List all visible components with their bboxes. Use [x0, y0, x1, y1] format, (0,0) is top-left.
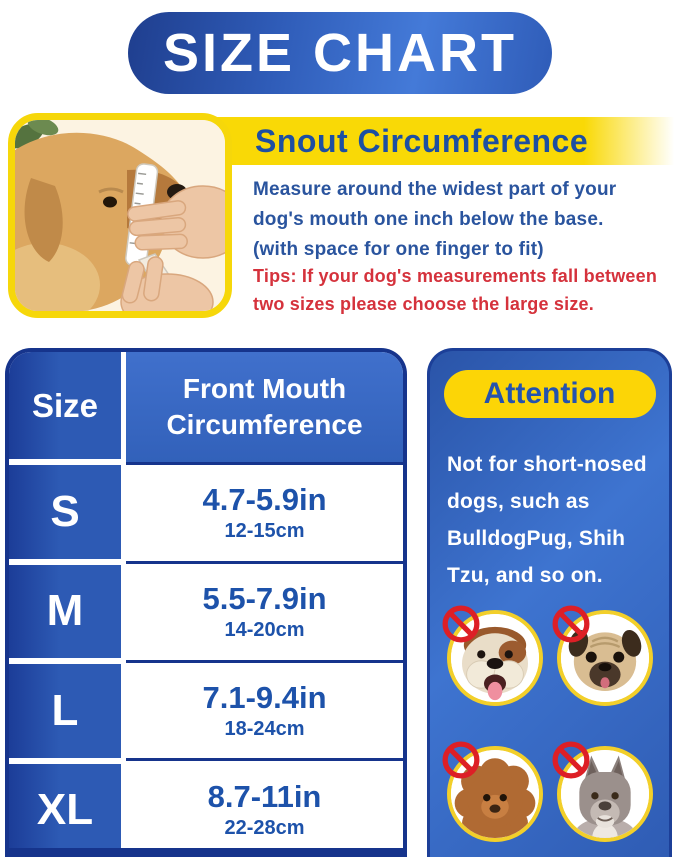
attention-line: BulldogPug, Shih — [447, 527, 626, 550]
no-symbol-icon — [549, 738, 593, 782]
size-cell-l: L — [9, 664, 121, 758]
size-cell-m: M — [9, 565, 121, 659]
table-row — [126, 462, 403, 561]
snout-measure-photo — [8, 113, 232, 318]
attention-panel — [427, 348, 672, 857]
inches-value: 4.7-5.9in — [202, 482, 327, 518]
cm-value: 22-28cm — [224, 816, 305, 839]
no-symbol-icon — [549, 602, 593, 646]
banned-breed-pitbull — [557, 746, 653, 842]
size-column — [9, 352, 121, 857]
attention-line: Tzu, and so on. — [447, 564, 603, 587]
section-title-band — [205, 117, 679, 165]
tips-line: Tips: If your dog's measurements fall between — [253, 266, 658, 286]
attention-badge: Attention — [444, 370, 656, 418]
banned-breed-poodle — [447, 746, 543, 842]
snout-measure-illustration — [15, 120, 225, 311]
inches-value: 8.7-11in — [207, 778, 322, 814]
size-chart-banner — [128, 12, 552, 94]
page-title: SIZE CHART — [163, 23, 517, 83]
banned-breed-pug — [557, 610, 653, 706]
table-row — [126, 561, 403, 660]
size-cell-xl: XL — [9, 764, 121, 857]
cm-value: 18-24cm — [224, 717, 305, 740]
no-symbol-icon — [439, 602, 483, 646]
instruction-line: dog's mouth one inch below the base. — [253, 209, 604, 230]
size-cell-s: S — [9, 465, 121, 559]
cm-value: 12-15cm — [224, 520, 305, 543]
section-title: Snout Circumference — [255, 122, 589, 159]
banned-breeds-grid — [430, 610, 669, 842]
circumference-column — [126, 352, 403, 857]
circumference-column-header: Front Mouth Circumference — [126, 352, 403, 462]
no-symbol-icon — [439, 738, 483, 782]
tips-line: two sizes please choose the large size. — [253, 294, 594, 314]
attention-text — [447, 446, 669, 594]
table-bottom-border — [9, 848, 403, 857]
inches-value: 7.1-9.4in — [202, 679, 327, 715]
cm-value: 14-20cm — [224, 619, 305, 642]
sizing-tips — [253, 262, 657, 318]
instruction-line: (with space for one finger to fit) — [253, 239, 544, 260]
attention-line: Not for short-nosed — [447, 453, 647, 476]
size-column-header: Size — [9, 352, 121, 459]
table-row — [126, 660, 403, 759]
size-table — [5, 348, 407, 857]
inches-value: 5.5-7.9in — [202, 581, 327, 617]
instruction-line: Measure around the widest part of your — [253, 179, 617, 200]
table-row — [126, 758, 403, 857]
measure-instructions — [253, 175, 616, 265]
attention-line: dogs, such as — [447, 490, 590, 513]
banned-breed-bulldog — [447, 610, 543, 706]
